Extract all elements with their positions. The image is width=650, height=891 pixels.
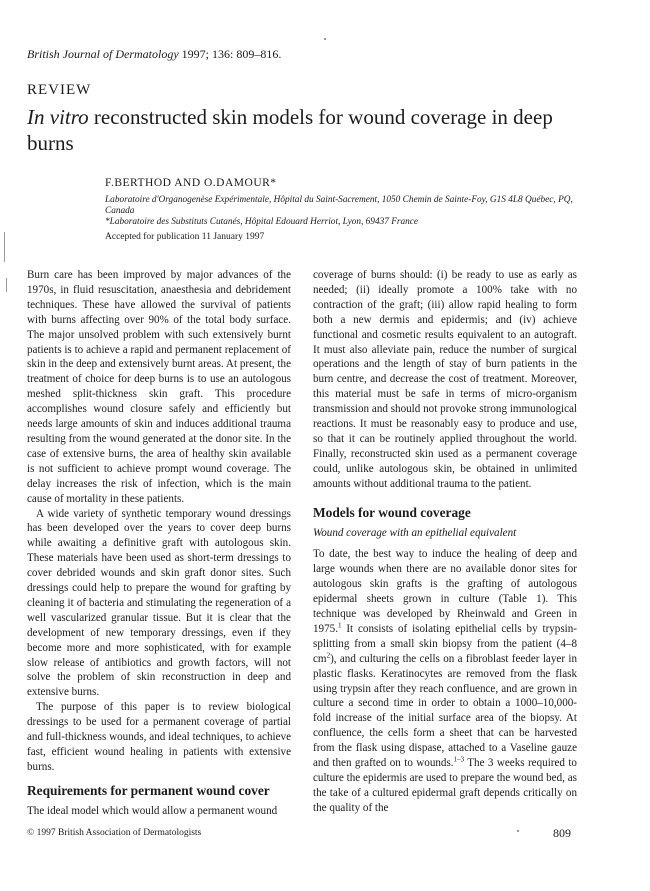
- paragraph: coverage of burns should: (i) be ready to use as early as needed; (ii) ideally promote a 100% take with no contraction of the graft; (iii) allow rapid healing to form both a new dermis and epidermis; and (iv) achieve functional and cosmetic results equivalent to an autograft. It must also alleviate pain, reduce the number of surgical operations and the length of stay of burn patients in the burn centre, and decrease the cost of treatment. Moreover, this material must be safe in terms of micro-organism transmission and should not provoke strong immunological reactions. It must be reasonably easy to produce and use, so that it can be routinely applied throughout the world. Finally, reconstructed skin used as a permanent coverage could, unlike autologous skin, be obtained in unlimited amounts without additional trauma to the patient.: [313, 269, 577, 490]
- paragraph: Burn care has been improved by major advances of the 1970s, in fluid resuscitation, anaesthesia and debridement techniques. These have allowed the survival of patients with burns affecting over 90% of the total body surface. The major unsolved problem with such extensively burnt patients is to achieve a rapid and permanent replacement of skin in the deep and extensively burnt areas. At present, the treatment of choice for deep burns is to use an autologous meshed split-thickness skin graft. This procedure accomplishes wound closure safely and efficiently but needs large amounts of skin and induces additional trauma resulting from the wound generated at the donor site. In the case of extensive burns, the area of healthy skin available is not sufficient to achieve prompt wound coverage. The delay increases the risk of infection, which is the main cause of mortality in these patients.: [27, 269, 291, 505]
- paragraph: The ideal model which would allow a permanent wound: [27, 804, 278, 817]
- scan-mark: [4, 232, 5, 262]
- left-column: [27, 268, 291, 819]
- affiliations: [105, 195, 575, 228]
- title-rest: reconstructed skin models for wound coverage in deep burns: [27, 105, 553, 155]
- journal-volume-pages: 1997; 136: 809–816.: [178, 47, 282, 61]
- section-heading: Models for wound coverage: [313, 504, 471, 520]
- copyright-footer: © 1997 British Association of Dermatologists: [27, 828, 202, 838]
- journal-citation: [27, 47, 281, 62]
- accepted-date: Accepted for publication 11 January 1997: [105, 232, 265, 242]
- citation-superscript: 1–3: [453, 755, 465, 764]
- right-column: [313, 268, 577, 816]
- section-label: REVIEW: [27, 82, 92, 98]
- affiliation-2: *Laboratoire des Substituts Cutanés, Hôpital Edouard Herriot, Lyon, 69437 France: [105, 217, 419, 227]
- text-run: ), and culturing the cells on a fibroblast feeder layer in plastic flasks. Keratinocytes are removed from the flask using trypsin after they reach confluence, and are grown in culture a second time in order to obtain a 1000–10,000-fold increase of the initial surface area of the biopsy. At confluence, the cells form a sheet that can be harvested from the flask using dispase, attached to a Vaseline gauze and then grafted on to wounds.: [313, 652, 577, 770]
- paragraph: [313, 547, 577, 815]
- page-number: 809: [553, 826, 571, 840]
- scan-mark: [6, 278, 7, 292]
- scan-dot: [517, 830, 519, 832]
- citation-superscript: 1: [337, 621, 342, 630]
- unit-superscript: 2: [326, 651, 331, 660]
- paragraph: The purpose of this paper is to review biological dressings to be used for a permanent coverage of partial and full-thickness wounds, and ideal techniques, to achieve fast, efficient wound healing in patients with extensive burns.: [27, 701, 291, 773]
- title-italic: In vitro: [27, 105, 89, 129]
- affiliation-1: Laboratoire d'Organogenèse Expérimentale, Hôpital du Saint-Sacrement, 1050 Chemin de Sainte-Foy, G1S 4L8 Québec, PQ, Canada: [105, 195, 573, 216]
- paragraph: A wide variety of synthetic temporary wound dressings has been developed over the years to cover deep burns while awaiting a definitive graft with autologous skin. These materials have been used as short-term dressings to cover debrided wounds and skin graft donor sites. Such dressings could help to prepare the wound for grafting by cleaning it of bacteria and stimulating the regeneration of a well vascularized granular tissue. But it is clear that the development of new temporary dressings, even if they become more and more sophisticated, with for example slow release of antibiotics and growth factors, will not solve the problem of skin reconstruction in deep and extensive burns.: [27, 507, 291, 699]
- article-title: [27, 104, 587, 156]
- section-heading: Requirements for permanent wound cover: [27, 782, 270, 798]
- scan-dot: [324, 38, 326, 40]
- subsection-heading: Wound coverage with an epithelial equivalent: [313, 526, 517, 539]
- text-run: It consists of isolating epithelial cells by trypsin-splitting from a small skin biopsy from the patient (4–8 cm: [313, 622, 577, 665]
- text-run: To date, the best way to induce the healing of deep and large wounds when there are no available donor sites for autologous skin grafts is the grafting of autologous epidermal sheets grown in culture (Table 1). This technique was developed by Rheinwald and Green in 1975.: [313, 548, 577, 635]
- authors: F.BERTHOD AND O.DAMOUR*: [105, 177, 277, 189]
- text-run: The 3 weeks required to culture the epidermis are used to prepare the wound bed, as the take of a cultured epidermal graft depends critically on the quality of the: [313, 757, 577, 814]
- journal-title: British Journal of Dermatology: [27, 47, 179, 61]
